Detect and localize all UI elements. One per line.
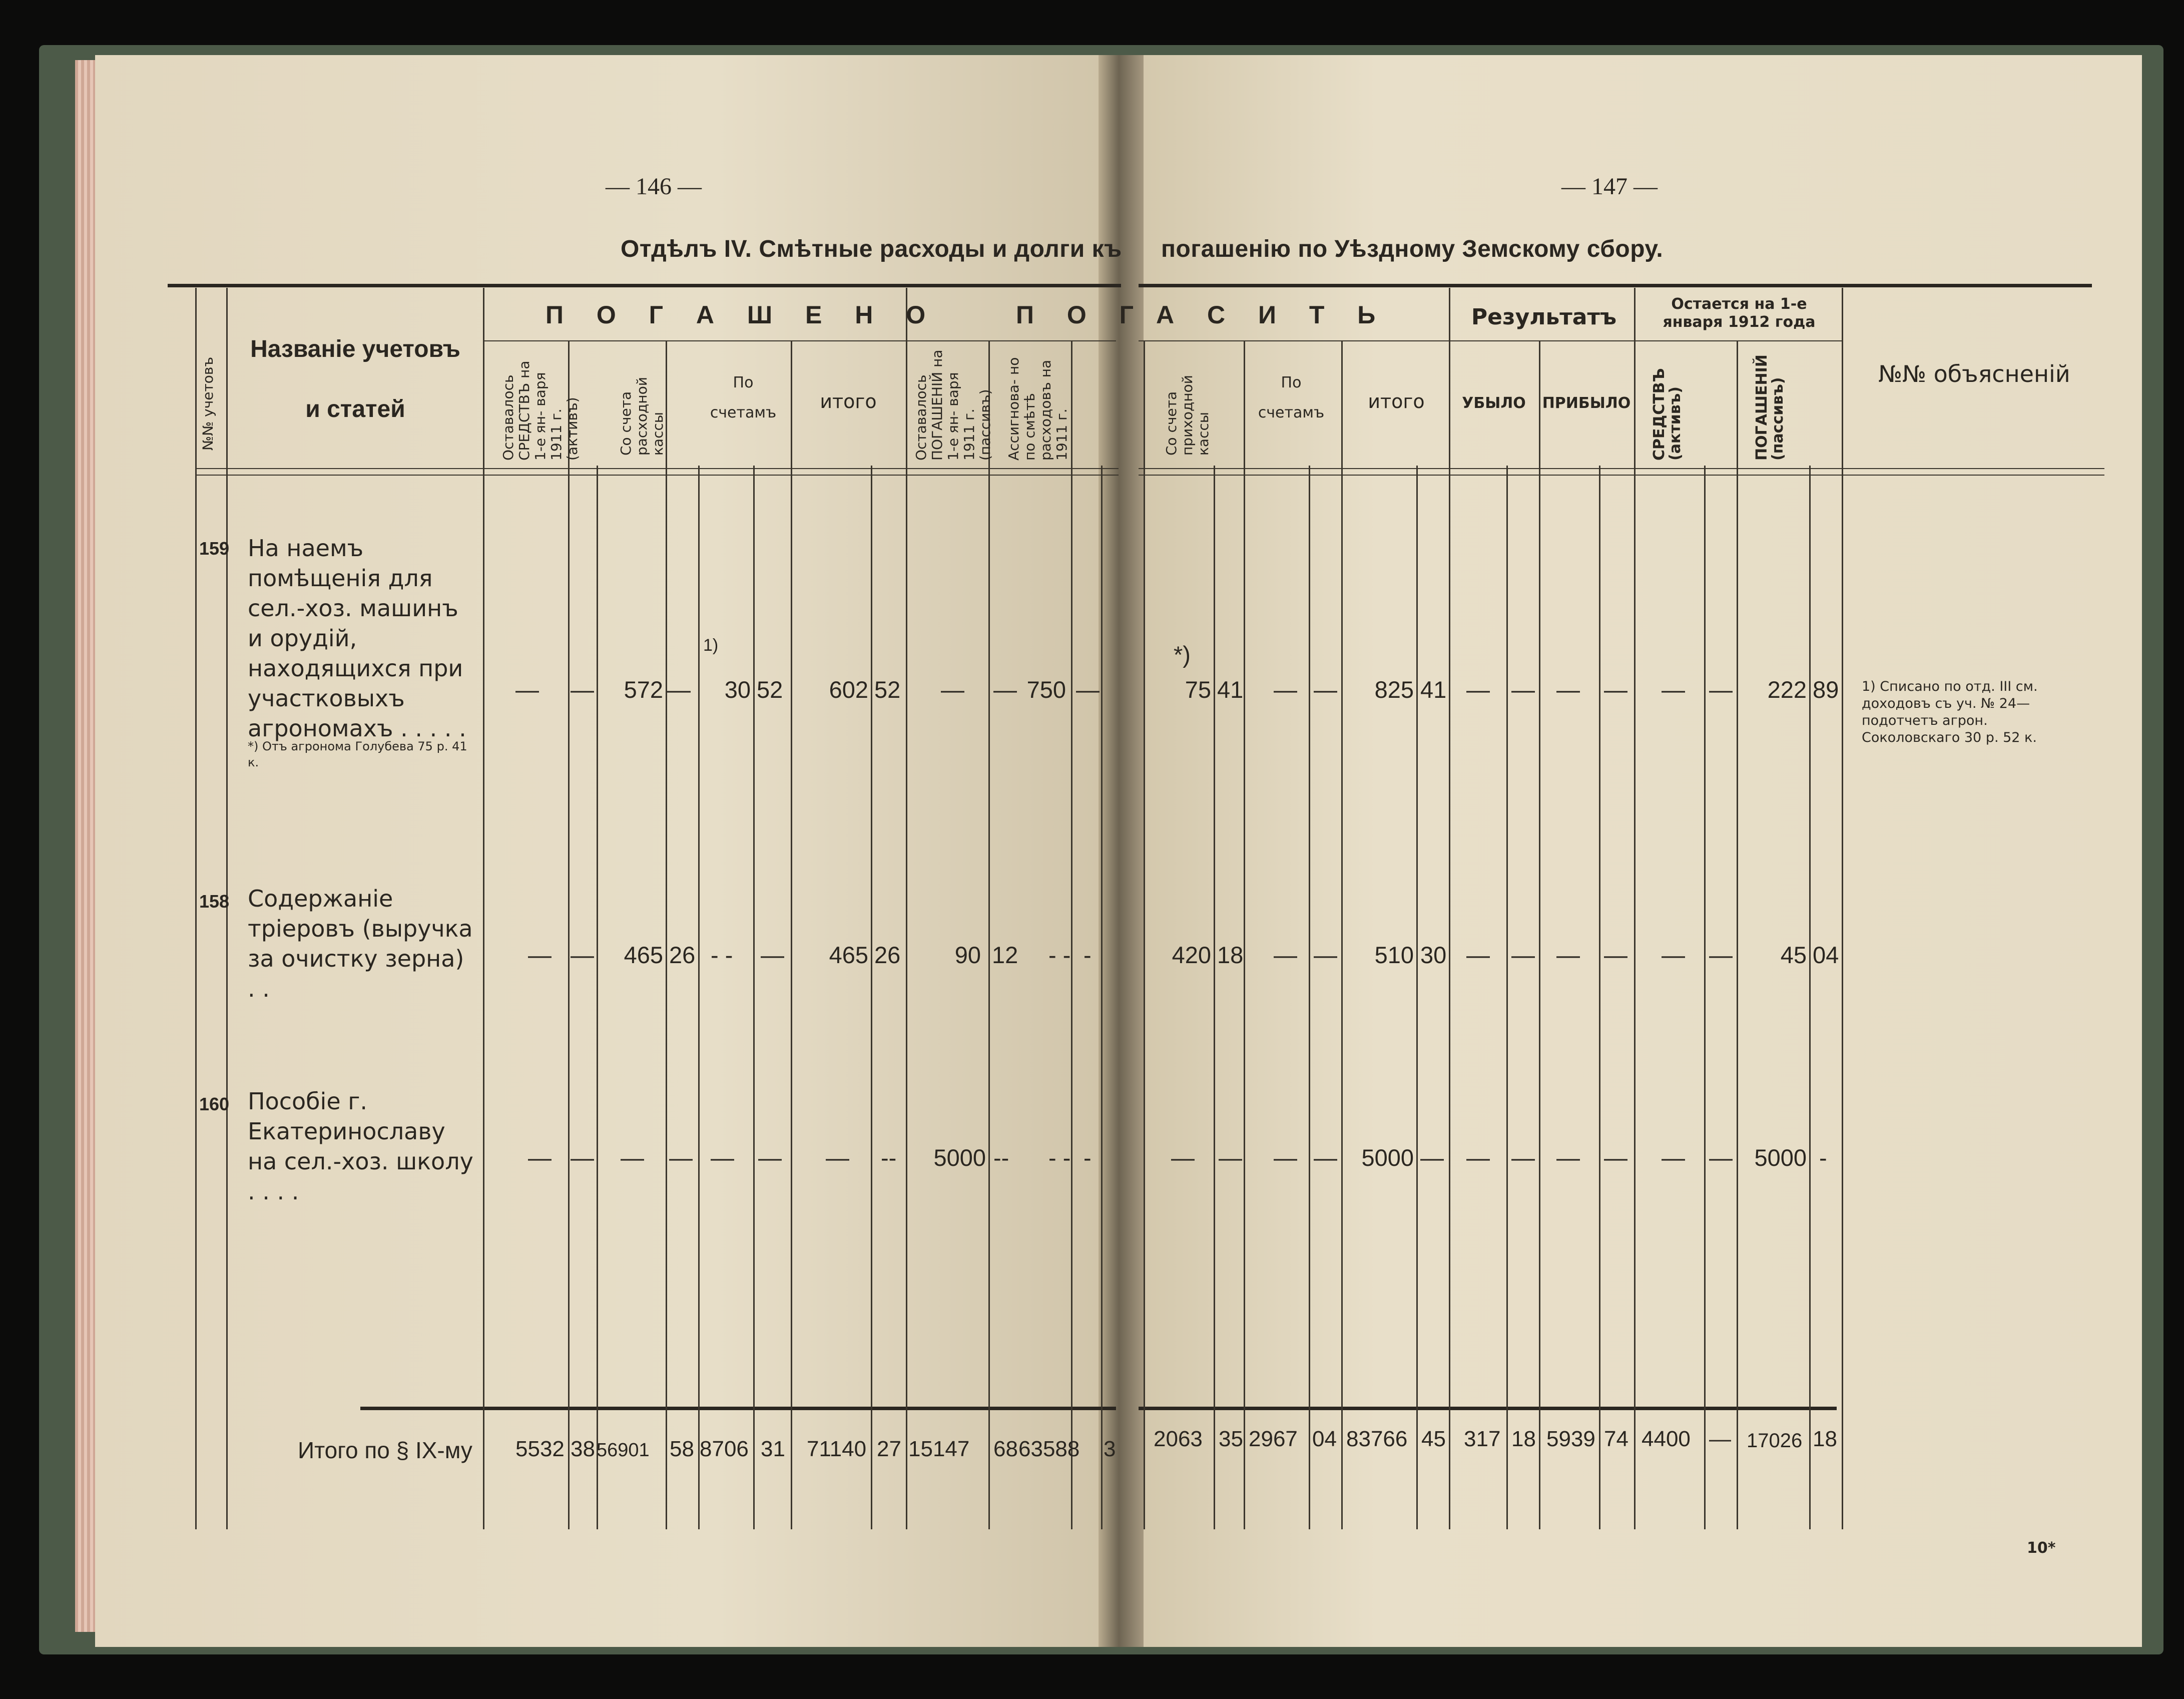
vline — [906, 288, 907, 1529]
cell: — — [1466, 1144, 1490, 1171]
cell: 5000 — [933, 1144, 986, 1171]
cell: 825 — [1374, 676, 1414, 703]
rule-header-a — [195, 468, 1119, 469]
col-notes: №№ объясненій — [1878, 360, 2070, 387]
total-cell: 5939 — [1546, 1427, 1595, 1451]
cell: 602 — [829, 676, 868, 703]
group-repay-left: П О Г — [1016, 301, 1147, 329]
col-remained-assets: Оставалось СРЕДСТВЪ на 1-е ян- варя 1911 г. (активъ) — [500, 360, 581, 461]
col-assets: СРЕДСТВЪ (активъ) — [1651, 368, 1684, 461]
cell: -- — [993, 1144, 1009, 1171]
col-loss: УБЫЛО — [1462, 394, 1526, 412]
cell: - — [1083, 942, 1091, 968]
total-cell: 45 — [1421, 1427, 1446, 1451]
total-cell: 58 — [670, 1437, 694, 1461]
cell: — — [1709, 942, 1733, 968]
col-assigned: Ассигнова- но по смѣтѣ расходовъ на 1911 г. — [1005, 357, 1070, 461]
vline — [1842, 288, 1843, 1529]
col-from-cash: Со счета расходной кассы — [618, 376, 666, 456]
vline — [1809, 466, 1811, 1529]
vline — [1506, 466, 1508, 1529]
cell: 26 — [669, 942, 696, 968]
total-cell: 18 — [1511, 1427, 1536, 1451]
page-number-left: — 146 — — [606, 173, 702, 200]
vline — [483, 288, 484, 1529]
cell: — — [515, 676, 539, 703]
total-cell: 83766 — [1346, 1427, 1408, 1451]
cell: — — [1662, 676, 1685, 703]
cell: 465 — [829, 942, 868, 968]
vline — [1309, 466, 1310, 1529]
vline — [597, 466, 598, 1529]
cell: — — [1219, 1144, 1242, 1171]
col-num: №№ учетовъ — [200, 356, 216, 451]
signature-mark: 10* — [2027, 1539, 2056, 1557]
cell: — — [1314, 676, 1337, 703]
vline — [1416, 466, 1418, 1529]
col-name-2: и статей — [305, 396, 405, 422]
cell: 89 — [1813, 676, 1839, 703]
vline — [791, 340, 792, 1529]
cell: — — [1662, 1144, 1685, 1171]
col-remained-debts: Оставалось ПОГАШЕНІЙ на 1-е ян- варя 1911 г. (пассивъ) — [913, 349, 993, 461]
vline — [1704, 466, 1706, 1529]
cell: — — [941, 676, 964, 703]
group-remains: Остается на 1-е января 1912 года — [1663, 295, 1816, 331]
row-footnote: *) Отъ агронома Голубева 75 р. 41 к. — [248, 739, 467, 769]
cell: 750 — [1026, 676, 1066, 703]
row-name: Пособіе г. Екатеринославу на сел.-хоз. школу . . . . — [248, 1088, 473, 1205]
cell: - — [1083, 1144, 1091, 1171]
cell: — — [1511, 1144, 1535, 1171]
cell: — — [528, 942, 552, 968]
col-from-income: Со счета приходной кассы — [1163, 375, 1212, 456]
total-cell: 38 — [571, 1437, 595, 1461]
vline — [988, 340, 990, 1529]
cell: — — [1076, 676, 1100, 703]
total-cell: 27 — [877, 1437, 901, 1461]
total-cell: — — [1709, 1427, 1731, 1451]
cell: — — [571, 942, 594, 968]
cell: — — [1556, 1144, 1580, 1171]
total-cell: 8706 — [700, 1437, 749, 1461]
cell: 90 — [954, 942, 981, 968]
rule-top-right — [1139, 284, 2092, 287]
cell: — — [1171, 1144, 1195, 1171]
cell: — — [1511, 942, 1535, 968]
cell: 41 — [1217, 676, 1244, 703]
cell: 5000 — [1754, 1144, 1807, 1171]
total-cell: 317 — [1464, 1427, 1501, 1451]
cell: — — [1556, 942, 1580, 968]
cell: — — [621, 1144, 644, 1171]
total-label: Итого по § IX-му — [298, 1437, 472, 1463]
cell: — — [1511, 676, 1535, 703]
cell: — — [826, 1144, 849, 1171]
cell: 04 — [1813, 942, 1839, 968]
cell: — — [571, 676, 594, 703]
cell: — — [1709, 676, 1733, 703]
cell: — — [571, 1144, 594, 1171]
cell: 510 — [1374, 942, 1414, 968]
total-cell: 63588 — [1018, 1437, 1080, 1461]
total-cell: 15147 — [908, 1437, 970, 1461]
cell: 41 — [1420, 676, 1447, 703]
cell: -- — [881, 1144, 897, 1171]
vline — [666, 340, 667, 1529]
cell: — — [1556, 676, 1580, 703]
row-name: На наемъ помѣщенія для сел.-хоз. машинъ и орудій, находящихся при участковыхъ агрономахъ . . . . . — [248, 535, 466, 742]
vline — [1244, 340, 1245, 1529]
vline — [1341, 340, 1343, 1529]
row-num: 159 — [199, 538, 230, 559]
footnote-mark: *) — [1174, 641, 1191, 668]
col-total: итого — [820, 390, 877, 412]
rule-header-d — [1139, 475, 2104, 476]
cell: - - — [1048, 942, 1071, 968]
cell: - - — [1048, 1144, 1071, 1171]
page-number-right: — 147 — — [1561, 173, 1658, 200]
cell: — — [528, 1144, 552, 1171]
total-cell: 17026 — [1747, 1430, 1803, 1452]
row-num: 158 — [199, 891, 230, 912]
group-result: Результатъ — [1471, 304, 1617, 330]
cell: 5000 — [1361, 1144, 1414, 1171]
vline — [568, 340, 570, 1529]
cell: — — [1420, 1144, 1444, 1171]
vline — [1214, 466, 1215, 1529]
vline — [1539, 340, 1540, 1529]
cell: - - — [711, 942, 733, 968]
total-cell: 4400 — [1642, 1427, 1691, 1451]
cell: — — [1274, 676, 1297, 703]
cell: 30 — [724, 676, 751, 703]
cell: — — [1314, 1144, 1337, 1171]
total-cell: 56901 — [597, 1440, 650, 1461]
vline — [1599, 466, 1600, 1529]
cell: 572 — [624, 676, 663, 703]
row-num: 160 — [199, 1094, 230, 1114]
vline — [871, 466, 872, 1529]
cell: — — [758, 1144, 782, 1171]
cell: - — [1819, 1144, 1827, 1171]
total-cell: 31 — [761, 1437, 785, 1461]
vline — [1144, 340, 1145, 1529]
cell: — — [1274, 942, 1297, 968]
rule-header-c — [1139, 468, 2104, 469]
cell: 12 — [992, 942, 1018, 968]
total-cell: 5532 — [515, 1437, 565, 1461]
rule-total-left — [360, 1407, 1116, 1410]
cell: — — [1604, 1144, 1627, 1171]
row-name: Содержаніе тріеровъ (выручка за очистку зерна) . . — [248, 885, 473, 1002]
vline — [1634, 288, 1635, 1529]
cell: 75 — [1185, 676, 1211, 703]
vline — [698, 466, 700, 1529]
vline — [195, 288, 197, 1529]
cell: — — [993, 676, 1017, 703]
cell: — — [1314, 942, 1337, 968]
cell: — — [761, 942, 784, 968]
cell: — — [1274, 1144, 1297, 1171]
col-by-accounts: По счетамъ — [710, 374, 777, 421]
rule-top-left — [168, 284, 1121, 287]
cell: 18 — [1217, 942, 1244, 968]
cell: 30 — [1420, 942, 1447, 968]
total-cell: 35 — [1219, 1427, 1243, 1451]
group-paid: П О Г А Ш Е Н О — [545, 301, 939, 329]
cell: — — [1466, 676, 1490, 703]
total-cell: 68 — [993, 1437, 1018, 1461]
vline — [1071, 340, 1072, 1529]
cell: 465 — [624, 942, 663, 968]
cell: — — [1466, 942, 1490, 968]
rule-group-left — [483, 340, 1116, 341]
col-name-1: Названіе учетовъ — [250, 336, 460, 362]
cell: — — [667, 676, 691, 703]
cell: — — [711, 1144, 734, 1171]
cell: — — [1604, 676, 1627, 703]
total-cell: 3 — [1104, 1437, 1116, 1461]
cell: 222 — [1767, 676, 1807, 703]
cell: 26 — [874, 942, 901, 968]
col-debts: ПОГАШЕНІЙ (пассивъ) — [1753, 354, 1787, 461]
rule-header-b — [195, 475, 1119, 476]
cell: — — [669, 1144, 693, 1171]
row-note: 1) Списано по отд. III см. доходовъ съ уч. № 24—подотчетъ агрон. Соколовскаго 30 р. 52 к. — [1862, 679, 2038, 745]
cell: 420 — [1172, 942, 1211, 968]
cell: — — [1604, 942, 1627, 968]
heading-right: погашенію по Уѣздному Земскому сбору. — [1161, 236, 1664, 262]
cell: 45 — [1780, 942, 1807, 968]
footnote-mark: 1) — [703, 636, 719, 655]
total-cell: 04 — [1312, 1427, 1337, 1451]
total-cell: 71140 — [807, 1437, 867, 1461]
col-by-accounts-right: По счетамъ — [1258, 374, 1325, 421]
group-repay-right: А С И Т Ь — [1156, 301, 1389, 329]
total-cell: 2967 — [1249, 1427, 1298, 1451]
heading-left: Отдѣлъ IV. Смѣтные расходы и долги къ — [621, 236, 1122, 262]
vline — [1737, 340, 1738, 1529]
vline — [1449, 288, 1450, 1529]
total-cell: 18 — [1813, 1427, 1837, 1451]
cell: 52 — [874, 676, 901, 703]
cell: — — [1662, 942, 1685, 968]
col-gain: ПРИБЫЛО — [1542, 394, 1631, 412]
cell: — — [1709, 1144, 1733, 1171]
total-cell: 2063 — [1154, 1427, 1203, 1451]
total-cell: 74 — [1604, 1427, 1628, 1451]
cell: 52 — [757, 676, 783, 703]
vline — [753, 466, 755, 1529]
col-total-right: итого — [1368, 390, 1425, 412]
vline — [1101, 466, 1103, 1529]
